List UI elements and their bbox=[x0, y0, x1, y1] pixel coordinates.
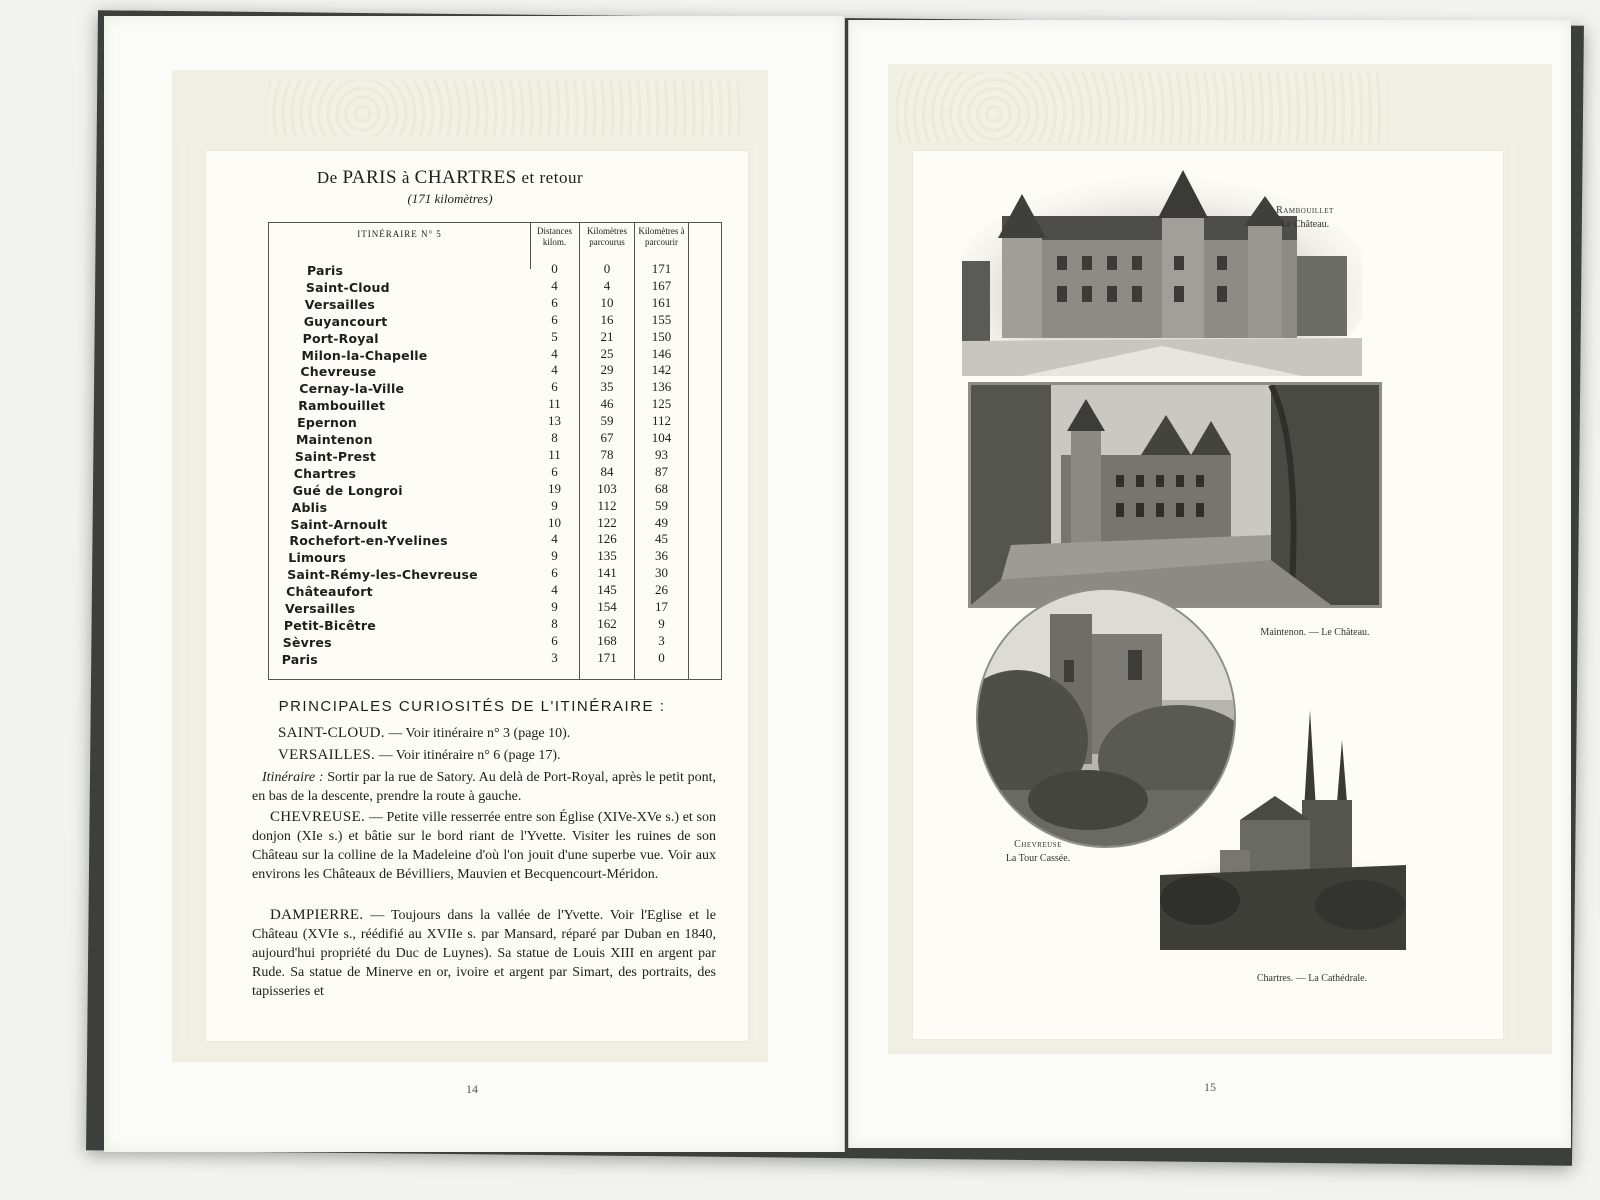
left-page-number: 14 bbox=[466, 1082, 478, 1096]
table-cell-left: 112 bbox=[651, 413, 672, 429]
table-row-place: Paris bbox=[281, 651, 318, 667]
table-cell-dist: 19 bbox=[548, 480, 561, 496]
para-versailles bbox=[252, 746, 716, 765]
table-cell-done: 168 bbox=[597, 632, 617, 648]
table-row-place: Maintenon bbox=[296, 432, 373, 447]
right-page-number: 15 bbox=[1204, 1080, 1216, 1094]
table-row-place: Saint-Prest bbox=[294, 448, 377, 464]
maintenon-chateau-image bbox=[968, 382, 1382, 608]
table-cell-done: 4 bbox=[603, 277, 611, 293]
table-cell-left: 0 bbox=[658, 649, 665, 665]
table-cell-dist: 11 bbox=[548, 396, 561, 412]
table-cell-dist: 9 bbox=[551, 497, 558, 513]
title-mid: à bbox=[401, 168, 410, 187]
distance-column bbox=[530, 223, 580, 679]
table-cell-done: 154 bbox=[597, 599, 617, 614]
rambouillet-caption-title: Rambouillet bbox=[1276, 205, 1334, 216]
table-cell-dist: 10 bbox=[548, 514, 561, 530]
table-cell-dist: 0 bbox=[551, 261, 558, 276]
done-column bbox=[580, 223, 635, 679]
itinerary-header: ITINÉRAIRE N° 5 bbox=[269, 223, 531, 269]
table-cell-left: 171 bbox=[651, 261, 672, 276]
title-from: PARIS bbox=[342, 167, 398, 188]
table-cell-left: 150 bbox=[651, 328, 672, 344]
left-header-ornament bbox=[268, 80, 740, 136]
table-row-place: Saint-Arnoult bbox=[290, 516, 388, 532]
table-cell-done: 78 bbox=[600, 446, 614, 462]
table-row-place: Rochefort-en-Yvelines bbox=[289, 533, 448, 549]
dampierre-name: DAMPIERRE. bbox=[270, 907, 364, 923]
left-header: Kilomètres à parcourir bbox=[638, 226, 685, 247]
table-cell-dist: 6 bbox=[551, 463, 558, 479]
table-cell-done: 84 bbox=[600, 463, 614, 479]
table-cell-dist: 6 bbox=[551, 294, 558, 310]
table-row-place: Guyancourt bbox=[303, 313, 388, 329]
left-frame-band bbox=[180, 140, 186, 1040]
table-cell-left: 45 bbox=[655, 531, 668, 547]
table-cell-dist: 6 bbox=[551, 311, 558, 327]
table-cell-left: 161 bbox=[651, 294, 672, 310]
maintenon-caption: Maintenon. — Le Château. bbox=[1260, 627, 1370, 638]
para-itineraire bbox=[252, 768, 716, 806]
rambouillet-caption-sub: Le Château. bbox=[1280, 219, 1330, 230]
table-row-place: Petit-Bicêtre bbox=[283, 617, 376, 633]
chevreuse-caption-sub: La Tour Cassée. bbox=[1005, 853, 1071, 864]
table-cell-done: 122 bbox=[597, 514, 617, 530]
table-row-place: Chartres bbox=[293, 465, 357, 481]
table-cell-done: 141 bbox=[597, 565, 617, 581]
table-cell-done: 162 bbox=[597, 615, 617, 631]
table-cell-dist: 13 bbox=[548, 413, 561, 429]
table-row-place: Limours bbox=[288, 550, 347, 566]
para-chevreuse bbox=[252, 808, 716, 884]
table-cell-dist: 8 bbox=[551, 615, 558, 631]
para-dampierre bbox=[252, 906, 716, 1001]
table-cell-left: 146 bbox=[651, 345, 672, 361]
table-cell-dist: 6 bbox=[551, 565, 558, 581]
table-cell-done: 10 bbox=[600, 294, 614, 310]
chevreuse-text: — Petite ville resserrée entre son Église (XIVe-XVe s.) et son donjon (XIe s.) et bâtie sur le bord riant de l'Yvette. Visiter les ruines de son Château sur la colline de la Madeleine d'où l'on jouit d'une superbe vue. Voir aux environs les Châteaux de Bévilliers, Mauvien et Becquencourt-Méridon. bbox=[252, 810, 716, 882]
table-cell-left: 36 bbox=[655, 548, 668, 564]
left-column bbox=[635, 223, 689, 679]
done-header: Kilomètres parcourus bbox=[587, 226, 627, 247]
table-cell-dist: 3 bbox=[551, 649, 558, 665]
table-cell-done: 103 bbox=[597, 480, 617, 496]
table-cell-done: 25 bbox=[600, 345, 614, 361]
table-row-place: Chevreuse bbox=[300, 364, 377, 380]
table-cell-dist: 8 bbox=[551, 430, 558, 445]
versailles-name: VERSAILLES. bbox=[278, 747, 376, 763]
chartres-cathedral-image bbox=[1160, 700, 1406, 950]
table-row-place: Gué de Longroi bbox=[292, 482, 403, 498]
table-row-place: Rambouillet bbox=[298, 398, 386, 414]
table-cell-dist: 9 bbox=[551, 599, 558, 614]
table-cell-dist: 4 bbox=[551, 345, 558, 361]
table-cell-left: 125 bbox=[651, 396, 672, 412]
table-cell-left: 59 bbox=[655, 497, 668, 513]
table-row-place: Versailles bbox=[304, 296, 376, 312]
table-cell-dist: 11 bbox=[548, 446, 561, 462]
table-row-place: Paris bbox=[307, 263, 344, 278]
table-cell-dist: 9 bbox=[551, 548, 558, 564]
table-cell-done: 0 bbox=[603, 261, 611, 276]
rambouillet-caption bbox=[1250, 204, 1360, 232]
right-header-ornament bbox=[896, 72, 1386, 142]
table-cell-left: 3 bbox=[658, 632, 665, 648]
table-cell-left: 136 bbox=[651, 379, 672, 395]
itineraire-text: Sortir par la rue de Satory. Au delà de Port-Royal, après le petit pont, en bas de la descente, prendre la route à gauche. bbox=[252, 770, 716, 804]
table-cell-left: 93 bbox=[655, 446, 668, 462]
table-cell-dist: 5 bbox=[551, 328, 558, 344]
page-subtitle: (171 kilomètres) bbox=[407, 191, 493, 206]
table-cell-left: 9 bbox=[658, 615, 665, 631]
table-cell-done: 59 bbox=[600, 413, 614, 429]
table-cell-left: 26 bbox=[655, 582, 668, 598]
table-cell-dist: 4 bbox=[551, 582, 558, 598]
title-to: CHARTRES bbox=[414, 167, 517, 188]
table-cell-dist: 4 bbox=[551, 362, 558, 378]
table-cell-done: 46 bbox=[600, 396, 614, 412]
chevreuse-name: CHEVREUSE. bbox=[270, 809, 366, 825]
rambouillet-chateau-image bbox=[962, 166, 1362, 376]
table-cell-done: 126 bbox=[597, 531, 617, 547]
left-frame-band bbox=[752, 140, 758, 1040]
table-cell-dist: 6 bbox=[551, 632, 558, 648]
saint-cloud-name: SAINT-CLOUD. bbox=[278, 725, 385, 741]
table-row-place: Milon-la-Chapelle bbox=[301, 347, 428, 363]
para-saint-cloud bbox=[252, 724, 716, 743]
table-cell-left: 167 bbox=[651, 277, 672, 293]
table-cell-done: 145 bbox=[597, 582, 617, 598]
table-row-place: Cernay-la-Ville bbox=[299, 381, 405, 397]
table-cell-done: 35 bbox=[600, 379, 614, 395]
table-row-place: Sèvres bbox=[282, 634, 332, 650]
table-cell-dist: 4 bbox=[551, 277, 558, 293]
title-suffix: et retour bbox=[521, 168, 584, 187]
table-cell-done: 112 bbox=[597, 497, 617, 513]
page-title bbox=[240, 167, 660, 189]
table-cell-left: 30 bbox=[655, 565, 668, 581]
table-cell-left: 17 bbox=[655, 599, 668, 614]
table-cell-done: 16 bbox=[600, 311, 614, 327]
versailles-text: — Voir itinéraire n° 6 (page 17). bbox=[375, 748, 561, 763]
table-cell-left: 142 bbox=[651, 362, 672, 378]
table-row-place: Port-Royal bbox=[302, 330, 379, 346]
table-row-place: Saint-Cloud bbox=[305, 279, 390, 295]
table-cell-done: 171 bbox=[597, 649, 617, 665]
table-cell-done: 21 bbox=[600, 328, 614, 344]
saint-cloud-text: — Voir itinéraire n° 3 (page 10). bbox=[384, 726, 571, 741]
chevreuse-caption-title: Chevreuse bbox=[1014, 839, 1062, 850]
right-frame-band bbox=[1510, 140, 1516, 1040]
table-cell-dist: 6 bbox=[551, 379, 558, 395]
title-prefix: De bbox=[316, 168, 338, 187]
distance-header: Distances kilom. bbox=[537, 226, 572, 247]
chartres-caption: Chartres. — La Cathédrale. bbox=[1256, 973, 1368, 984]
table-row-place: Châteaufort bbox=[286, 584, 373, 600]
table-cell-left: 104 bbox=[651, 430, 672, 445]
table-cell-dist: 4 bbox=[551, 531, 558, 547]
dampierre-text: — Toujours dans la vallée de l'Yvette. Voir l'Eglise et le Château (XVIe s., réédifié au XVIIe s. par Mansard, réparé par Duban en 1840, aujourd'hui propriété du Duc de Luynes). Sa statue de Louis XIII en argent par Rude. Sa statue de Minerve en or, ivoire et argent par Simart, des portraits, des tapisseries et bbox=[252, 908, 716, 999]
table-row-place: Ablis bbox=[291, 499, 328, 515]
table-cell-left: 49 bbox=[655, 514, 668, 530]
table-cell-left: 155 bbox=[651, 311, 672, 327]
table-cell-left: 68 bbox=[655, 480, 668, 496]
table-row-place: Epernon bbox=[297, 415, 358, 431]
table-cell-left: 87 bbox=[655, 463, 668, 479]
table-cell-done: 29 bbox=[600, 362, 614, 378]
table-cell-done: 135 bbox=[597, 548, 617, 564]
curiosities-heading: PRINCIPALES CURIOSITÉS DE L'ITINÉRAIRE : bbox=[278, 698, 666, 715]
table-row-place: Versailles bbox=[285, 601, 356, 616]
itineraire-label: Itinéraire : bbox=[262, 770, 324, 785]
itinerary-table bbox=[268, 222, 722, 680]
table-row-place: Saint-Rémy-les-Chevreuse bbox=[287, 567, 478, 583]
chevreuse-caption bbox=[968, 838, 1108, 866]
table-cell-done: 67 bbox=[600, 430, 614, 445]
